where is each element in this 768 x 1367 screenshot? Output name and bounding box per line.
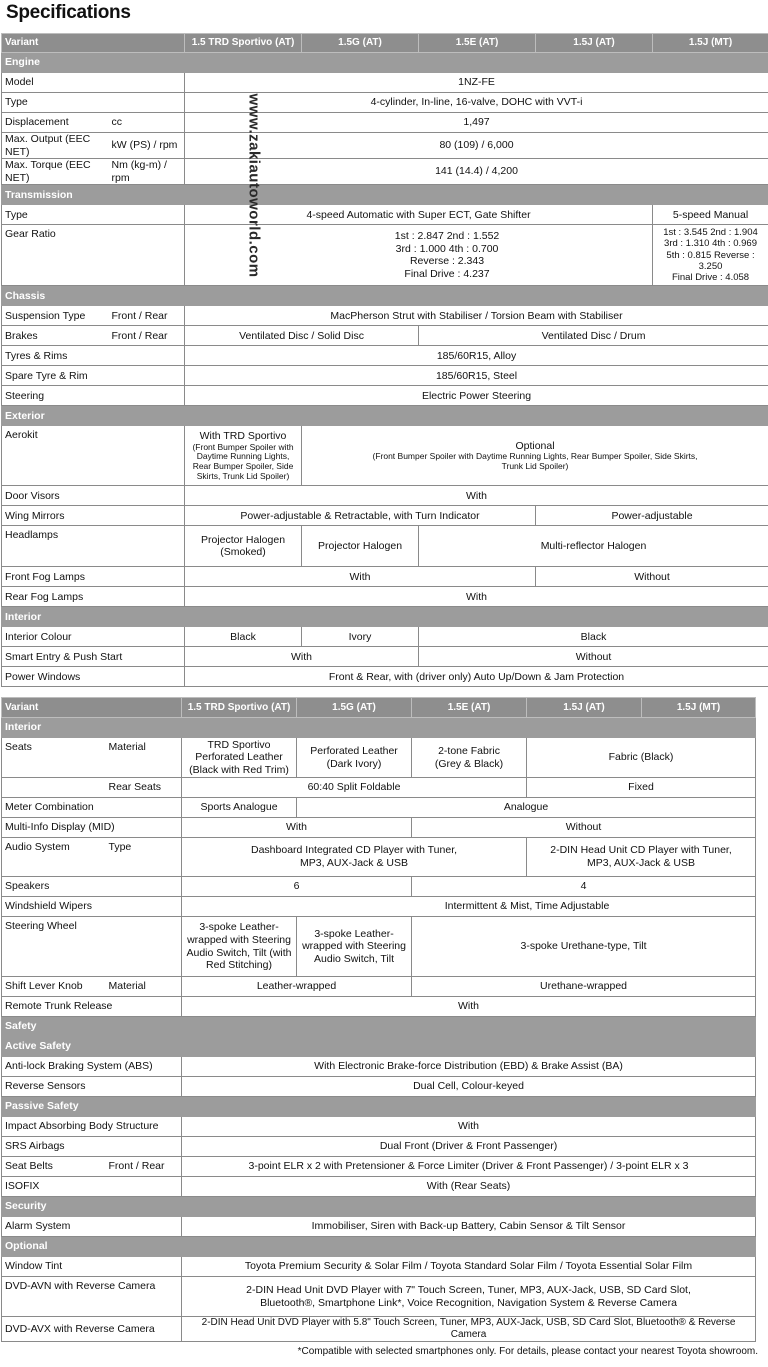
cell-value: Projector Halogen bbox=[302, 526, 419, 567]
row-label: Type bbox=[2, 205, 185, 225]
table-row bbox=[2, 386, 768, 406]
table-row bbox=[2, 73, 768, 93]
table-row bbox=[2, 306, 768, 326]
row-unit: Front / Rear bbox=[109, 306, 185, 326]
variant-col-g: 1.5G (AT) bbox=[302, 34, 419, 53]
row-label: Speakers bbox=[2, 877, 182, 897]
table-row bbox=[2, 778, 756, 798]
cell-value: 80 (109) / 6,000 bbox=[185, 133, 768, 159]
cell-value: Projector Halogen (Smoked) bbox=[185, 526, 302, 567]
cell-value: 141 (14.4) / 4,200 bbox=[185, 159, 768, 185]
row-label: Gear Ratio bbox=[2, 225, 185, 286]
cell-value: Black bbox=[185, 627, 302, 647]
cell-value: Multi-reflector Halogen bbox=[419, 526, 768, 567]
row-label: Model bbox=[2, 73, 185, 93]
cell-value: With bbox=[185, 567, 536, 587]
cell-value: 3-spoke Leather-wrapped with Steering Audio Switch, Tilt bbox=[297, 917, 412, 977]
cell-value: Leather-wrapped bbox=[182, 977, 412, 997]
section-title: Safety bbox=[2, 1017, 756, 1037]
section-optional bbox=[2, 1237, 756, 1257]
ratio-line: 1st : 3.545 2nd : 1.904 bbox=[663, 226, 758, 238]
variant-col-g: 1.5G (AT) bbox=[297, 698, 412, 718]
row-label: Spare Tyre & Rim bbox=[2, 366, 185, 386]
row-label: Smart Entry & Push Start bbox=[2, 647, 185, 667]
table-row bbox=[2, 326, 768, 346]
table-row bbox=[2, 93, 768, 113]
table-row bbox=[2, 366, 768, 386]
table-row bbox=[2, 1257, 756, 1277]
table-row bbox=[2, 738, 756, 778]
section-title: Interior bbox=[2, 607, 768, 627]
row-label: Reverse Sensors bbox=[2, 1077, 182, 1097]
cell-value: 5-speed Manual bbox=[653, 205, 768, 225]
row-label: Windshield Wipers bbox=[2, 897, 182, 917]
table-row bbox=[2, 205, 768, 225]
table-row bbox=[2, 159, 768, 185]
table-row bbox=[2, 567, 768, 587]
cell-value: Dual Cell, Colour-keyed bbox=[182, 1077, 756, 1097]
row-label: Suspension Type bbox=[2, 306, 109, 326]
aerokit-trd bbox=[185, 426, 302, 486]
table-row bbox=[2, 1057, 756, 1077]
row-label: Meter Combination bbox=[2, 798, 182, 818]
cell-value: 185/60R15, Alloy bbox=[185, 346, 768, 366]
row-unit: cc bbox=[109, 113, 185, 133]
variant-col-j-at: 1.5J (AT) bbox=[527, 698, 642, 718]
table-row bbox=[2, 587, 768, 607]
table-row bbox=[2, 1077, 756, 1097]
row-label: Multi-Info Display (MID) bbox=[2, 818, 182, 838]
variant-col-trd: 1.5 TRD Sportivo (AT) bbox=[185, 34, 302, 53]
row-label: Aerokit bbox=[2, 426, 185, 486]
variant-col-e: 1.5E (AT) bbox=[412, 698, 527, 718]
section-safety bbox=[2, 1017, 756, 1037]
spec-table-1 bbox=[1, 33, 768, 687]
cell-value: Dual Front (Driver & Front Passenger) bbox=[182, 1137, 756, 1157]
table-row bbox=[2, 1177, 756, 1197]
variant-col-j-mt: 1.5J (MT) bbox=[653, 34, 768, 53]
cell-value: Electric Power Steering bbox=[185, 386, 768, 406]
section-transmission bbox=[2, 185, 768, 205]
cell-value: Black bbox=[419, 627, 768, 647]
cell-value: With bbox=[182, 997, 756, 1017]
row-unit: Front / Rear bbox=[106, 1157, 182, 1177]
row-label: Door Visors bbox=[2, 486, 185, 506]
cell-value: Front & Rear, with (driver only) Auto Up/Down & Jam Protection bbox=[185, 667, 768, 687]
section-passive-safety bbox=[2, 1097, 756, 1117]
ratio-line: Final Drive : 4.058 bbox=[671, 272, 750, 284]
table-row bbox=[2, 997, 756, 1017]
variant-label: Variant bbox=[2, 34, 185, 53]
ratio-line: 1st : 2.847 2nd : 1.552 bbox=[394, 230, 500, 243]
ratio-line: Final Drive : 4.237 bbox=[404, 267, 490, 280]
row-label: Seats bbox=[2, 738, 106, 778]
cell-value: 2-DIN Head Unit DVD Player with 5.8" Touch Screen, Tuner, MP3, AUX-Jack, USB, SD Card Slot, Bluetooth® & Reverse Camera bbox=[182, 1317, 756, 1342]
section-exterior bbox=[2, 406, 768, 426]
row-label: Tyres & Rims bbox=[2, 346, 185, 366]
row-label: Steering Wheel bbox=[2, 917, 182, 977]
gear-ratio-mt bbox=[653, 225, 768, 286]
aerokit-optional bbox=[302, 426, 768, 486]
cell-value: 1,497 bbox=[185, 113, 768, 133]
row-label: Max. Torque (EEC NET) bbox=[2, 159, 109, 185]
cell-value: With bbox=[185, 486, 768, 506]
table-row bbox=[2, 818, 756, 838]
cell-value: With bbox=[182, 1117, 756, 1137]
table-row bbox=[2, 1137, 756, 1157]
variant-header-row bbox=[2, 698, 756, 718]
page-title: Specifications bbox=[6, 2, 131, 23]
table-row bbox=[2, 647, 768, 667]
table-row bbox=[2, 798, 756, 818]
row-unit: Rear Seats bbox=[106, 778, 182, 798]
section-title: Interior bbox=[2, 718, 756, 738]
table-row bbox=[2, 897, 756, 917]
ratio-line: 3rd : 1.000 4th : 0.700 bbox=[395, 242, 499, 255]
row-label: DVD-AVX with Reverse Camera bbox=[2, 1317, 182, 1342]
table-row bbox=[2, 1217, 756, 1237]
row-label: Type bbox=[2, 93, 185, 113]
cell-value: With bbox=[185, 647, 419, 667]
cell-value: 3-point ELR x 2 with Pretensioner & Force Limiter (Driver & Front Passenger) / 3-point ELR x 3 bbox=[182, 1157, 756, 1177]
cell-value: Ivory bbox=[302, 627, 419, 647]
cell-value: Perforated Leather (Dark Ivory) bbox=[297, 738, 412, 778]
cell-value: Fabric (Black) bbox=[527, 738, 756, 778]
ratio-line: 3rd : 1.310 4th : 0.969 bbox=[664, 238, 757, 250]
table-row bbox=[2, 977, 756, 997]
watermark-text: www.zakiautoworld.com bbox=[245, 93, 263, 278]
cell-value: Dashboard Integrated CD Player with Tuner, MP3, AUX-Jack & USB bbox=[182, 838, 527, 877]
avn-line: Bluetooth®, Smartphone Link*, Voice Recognition, Navigation System & Reverse Camera bbox=[260, 1296, 677, 1309]
table-row bbox=[2, 486, 768, 506]
row-label: Anti-lock Braking System (ABS) bbox=[2, 1057, 182, 1077]
cell-value: 2-DIN Head Unit CD Player with Tuner, MP3, AUX-Jack & USB bbox=[527, 838, 756, 877]
table-row bbox=[2, 667, 768, 687]
section-title: Security bbox=[2, 1197, 756, 1217]
section-title: Passive Safety bbox=[2, 1097, 756, 1117]
cell-value: 185/60R15, Steel bbox=[185, 366, 768, 386]
table-row bbox=[2, 1317, 756, 1342]
cell-value: Without bbox=[536, 567, 768, 587]
variant-col-e: 1.5E (AT) bbox=[419, 34, 536, 53]
cell-value: Analogue bbox=[297, 798, 756, 818]
row-label: Interior Colour bbox=[2, 627, 185, 647]
row-label: Max. Output (EEC NET) bbox=[2, 133, 109, 159]
section-security bbox=[2, 1197, 756, 1217]
cell-value: 4-cylinder, In-line, 16-valve, DOHC with VVT-i bbox=[185, 93, 768, 113]
cell-value: Toyota Premium Security & Solar Film / Toyota Standard Solar Film / Toyota Essential Solar Film bbox=[182, 1257, 756, 1277]
table-row bbox=[2, 225, 768, 286]
cell-value: Ventilated Disc / Drum bbox=[419, 326, 768, 346]
cell-value: Sports Analogue bbox=[182, 798, 297, 818]
table-row bbox=[2, 113, 768, 133]
row-label: Front Fog Lamps bbox=[2, 567, 185, 587]
row-label: Remote Trunk Release bbox=[2, 997, 182, 1017]
cell-value: Power-adjustable & Retractable, with Turn Indicator bbox=[185, 506, 536, 526]
section-active-safety bbox=[2, 1037, 756, 1057]
avn-line: 2-DIN Head Unit DVD Player with 7" Touch Screen, Tuner, MP3, AUX-Jack, USB, SD Card Slot, bbox=[246, 1283, 691, 1296]
cell-value: 3-spoke Leather-wrapped with Steering Audio Switch, Tilt (with Red Stitching) bbox=[182, 917, 297, 977]
row-label: Alarm System bbox=[2, 1217, 182, 1237]
row-label: Impact Absorbing Body Structure bbox=[2, 1117, 182, 1137]
row-unit: Front / Rear bbox=[109, 326, 185, 346]
table-row bbox=[2, 426, 768, 486]
row-label-empty bbox=[2, 778, 106, 798]
table-row bbox=[2, 1277, 756, 1317]
cell-value: 60:40 Split Foldable bbox=[182, 778, 527, 798]
variant-label: Variant bbox=[2, 698, 182, 718]
cell-value: Fixed bbox=[527, 778, 756, 798]
table-row bbox=[2, 1157, 756, 1177]
ratio-line: Reverse : 2.343 bbox=[409, 255, 485, 268]
aerokit-title: With TRD Sportivo bbox=[199, 430, 287, 443]
cell-value: Without bbox=[412, 818, 756, 838]
cell-value: 3-spoke Urethane-type, Tilt bbox=[412, 917, 756, 977]
section-title: Engine bbox=[2, 53, 768, 73]
variant-col-j-at: 1.5J (AT) bbox=[536, 34, 653, 53]
row-label: Steering bbox=[2, 386, 185, 406]
section-title: Chassis bbox=[2, 286, 768, 306]
section-interior bbox=[2, 718, 756, 738]
table-row bbox=[2, 1117, 756, 1137]
row-label: Power Windows bbox=[2, 667, 185, 687]
cell-value: Intermittent & Mist, Time Adjustable bbox=[182, 897, 756, 917]
table-row bbox=[2, 877, 756, 897]
cell-value: With Electronic Brake-force Distribution (EBD) & Brake Assist (BA) bbox=[182, 1057, 756, 1077]
section-title: Active Safety bbox=[2, 1037, 756, 1057]
aerokit-detail: (Front Bumper Spoiler with Daytime Running Lights, Rear Bumper Spoiler, Side Skirts, Trunk Lid Spoiler) bbox=[372, 451, 698, 472]
cell-value: 1NZ-FE bbox=[185, 73, 768, 93]
cell-value: Urethane-wrapped bbox=[412, 977, 756, 997]
spec-table-2 bbox=[1, 697, 756, 1342]
cell-value: 6 bbox=[182, 877, 412, 897]
cell-value: 4 bbox=[412, 877, 756, 897]
watermark bbox=[244, 95, 262, 305]
table-row bbox=[2, 917, 756, 977]
row-unit: Type bbox=[106, 838, 182, 877]
aerokit-detail: (Front Bumper Spoiler with Daytime Running Lights, Rear Bumper Spoiler, Side Skirts, Trunk Lid Spoiler) bbox=[192, 441, 294, 481]
cell-value: Immobiliser, Siren with Back-up Battery, Cabin Sensor & Tilt Sensor bbox=[182, 1217, 756, 1237]
row-label: Headlamps bbox=[2, 526, 185, 567]
row-unit: kW (PS) / rpm bbox=[109, 133, 185, 159]
row-label: Shift Lever Knob bbox=[2, 977, 106, 997]
avn-detail bbox=[182, 1277, 756, 1317]
row-label: Audio System bbox=[2, 838, 106, 877]
row-label: Seat Belts bbox=[2, 1157, 106, 1177]
cell-value: With bbox=[185, 587, 768, 607]
section-chassis bbox=[2, 286, 768, 306]
section-engine bbox=[2, 53, 768, 73]
table-row bbox=[2, 346, 768, 366]
cell-value: TRD Sportivo Perforated Leather (Black with Red Trim) bbox=[182, 738, 297, 778]
cell-value: Power-adjustable bbox=[536, 506, 768, 526]
table-row bbox=[2, 838, 756, 877]
footnote: *Compatible with selected smartphones only. For details, please contact your nearest Toyota showroom. bbox=[297, 1346, 758, 1357]
cell-value: With bbox=[182, 818, 412, 838]
row-unit: Material bbox=[106, 977, 182, 997]
variant-col-trd: 1.5 TRD Sportivo (AT) bbox=[182, 698, 297, 718]
aerokit-title: Optional bbox=[515, 439, 555, 452]
table-row bbox=[2, 627, 768, 647]
table-row bbox=[2, 506, 768, 526]
section-title: Exterior bbox=[2, 406, 768, 426]
row-label: SRS Airbags bbox=[2, 1137, 182, 1157]
row-label: Wing Mirrors bbox=[2, 506, 185, 526]
cell-value: With (Rear Seats) bbox=[182, 1177, 756, 1197]
row-label: DVD-AVN with Reverse Camera bbox=[2, 1277, 182, 1317]
row-label: Brakes bbox=[2, 326, 109, 346]
cell-value: Without bbox=[419, 647, 768, 667]
table-row bbox=[2, 133, 768, 159]
row-label: Rear Fog Lamps bbox=[2, 587, 185, 607]
cell-value: 2-tone Fabric (Grey & Black) bbox=[412, 738, 527, 778]
variant-header-row bbox=[2, 34, 768, 53]
cell-value: MacPherson Strut with Stabiliser / Torsion Beam with Stabiliser bbox=[185, 306, 768, 326]
row-label: Displacement bbox=[2, 113, 109, 133]
row-label: ISOFIX bbox=[2, 1177, 182, 1197]
row-unit: Nm (kg-m) / rpm bbox=[109, 159, 185, 185]
variant-col-j-mt: 1.5J (MT) bbox=[642, 698, 756, 718]
row-label: Window Tint bbox=[2, 1257, 182, 1277]
section-title: Transmission bbox=[2, 185, 768, 205]
cell-value: 4-speed Automatic with Super ECT, Gate Shifter bbox=[185, 205, 653, 225]
row-unit: Material bbox=[106, 738, 182, 778]
section-interior bbox=[2, 607, 768, 627]
ratio-line: 5th : 0.815 Reverse : 3.250 bbox=[666, 249, 755, 273]
section-title: Optional bbox=[2, 1237, 756, 1257]
cell-value: Ventilated Disc / Solid Disc bbox=[185, 326, 419, 346]
table-row bbox=[2, 526, 768, 567]
